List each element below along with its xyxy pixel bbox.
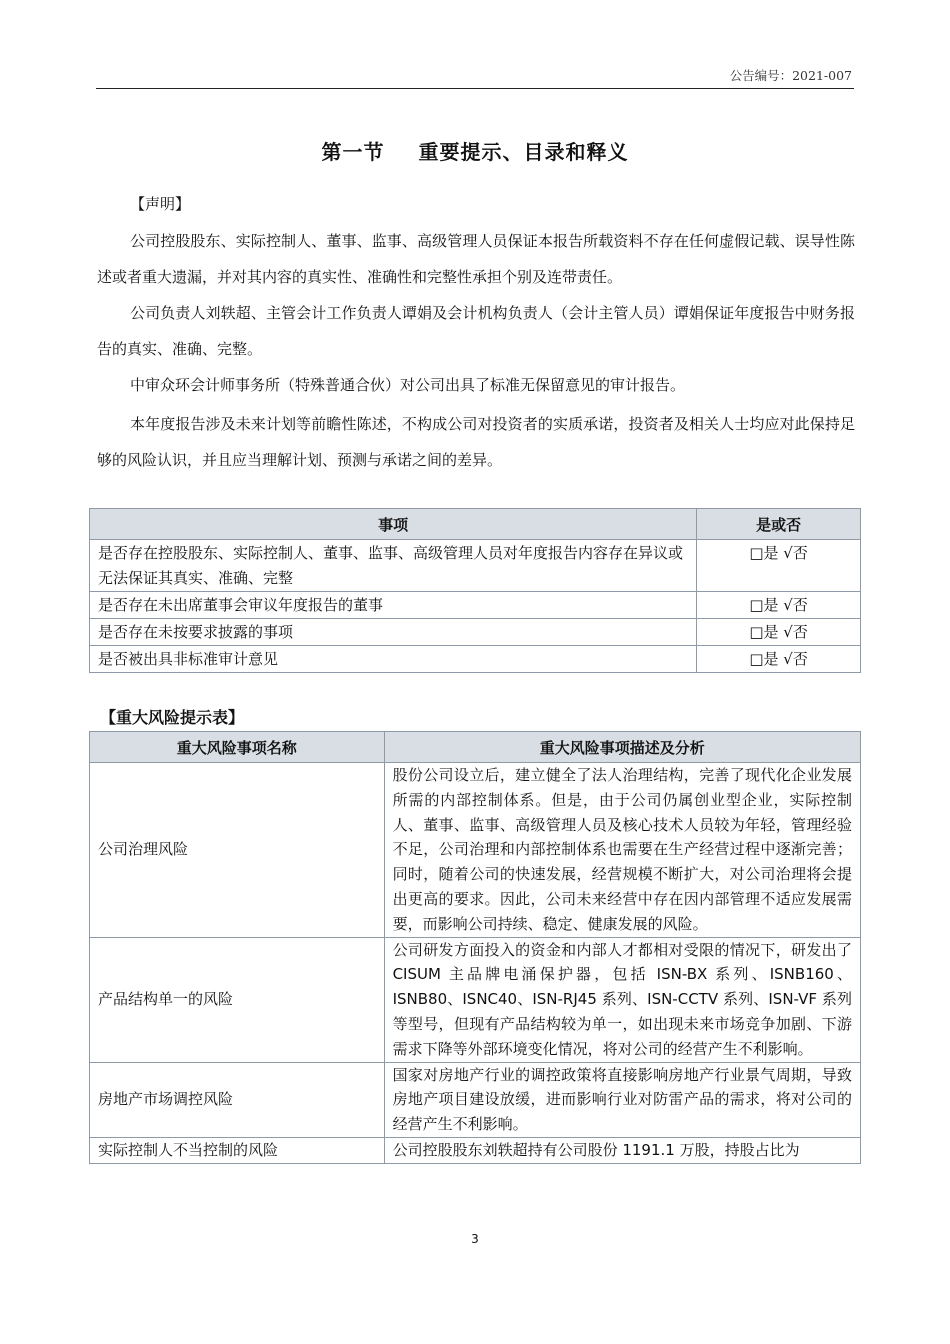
table-header-row	[90, 509, 861, 540]
matter-item: 是否存在未出席董事会审议年度报告的董事	[90, 592, 697, 619]
statement-paragraph: 公司负责人刘轶超、主管会计工作负责人谭娟及会计机构负责人（会计主管人员）谭娟保证年度报告中财务报告的真实、准确、完整。	[97, 304, 855, 358]
matter-answer: □是 √否	[697, 592, 861, 619]
statement-paragraph: 公司控股股东、实际控制人、董事、监事、高级管理人员保证本报告所载资料不存在任何虚假记载、误导性陈述或者重大遗漏，并对其内容的真实性、准确性和完整性承担个别及连带责任。	[97, 232, 855, 286]
table-row	[90, 763, 861, 938]
column-header-answer: 是或否	[697, 509, 861, 540]
announcement-code: 公告编号：2021-007	[729, 68, 852, 83]
risk-description: 国家对房地产行业的调控政策将直接影响房地产行业景气周期，导致房地产项目建设放缓，进而影响行业对防雷产品的需求，将对公司的经营产生不利影响。	[384, 1062, 860, 1137]
matter-item: 是否存在控股股东、实际控制人、董事、监事、高级管理人员对年度报告内容存在异议或无法保证其真实、准确、完整	[90, 540, 697, 592]
matter-answer: □是 √否	[697, 540, 861, 592]
table-row	[90, 1062, 861, 1137]
risk-table-heading: 【重大风险提示表】	[100, 708, 245, 727]
matters-table	[89, 508, 861, 673]
risk-name: 实际控制人不当控制的风险	[90, 1137, 385, 1163]
risk-name: 产品结构单一的风险	[90, 937, 385, 1062]
risk-table	[89, 731, 861, 1164]
table-row	[90, 937, 861, 1062]
column-header-item: 事项	[90, 509, 697, 540]
section-title	[0, 136, 950, 165]
table-row	[90, 540, 861, 592]
risk-name: 房地产市场调控风险	[90, 1062, 385, 1137]
statement-paragraph: 中审众环会计师事务所（特殊普通合伙）对公司出具了标准无保留意见的审计报告。	[130, 376, 686, 394]
matter-item: 是否存在未按要求披露的事项	[90, 619, 697, 646]
table-header-row	[90, 732, 861, 763]
risk-description: 公司控股股东刘轶超持有公司股份 1191.1 万股，持股占比为	[384, 1137, 860, 1163]
column-header-risk-name: 重大风险事项名称	[90, 732, 385, 763]
matter-answer: □是 √否	[697, 646, 861, 673]
risk-description: 股份公司设立后，建立健全了法人治理结构，完善了现代化企业发展所需的内部控制体系。但是，由于公司仍属创业型企业，实际控制人、董事、监事、高级管理人员及核心技术人员较为年轻，管理经验不足，公司治理和内部控制体系也需要在生产经营过程中逐渐完善；同时，随着公司的快速发展，经营规模不断扩大，对公司治理将会提出更高的要求。因此，公司未来经营中存在因内部管理不适应发展需要，而影响公司持续、稳定、健康发展的风险。	[384, 763, 860, 938]
matter-item: 是否被出具非标准审计意见	[90, 646, 697, 673]
statement-paragraph: 本年度报告涉及未来计划等前瞻性陈述，不构成公司对投资者的实质承诺，投资者及相关人士均应对此保持足够的风险认识，并且应当理解计划、预测与承诺之间的差异。	[97, 415, 855, 469]
matter-answer: □是 √否	[697, 619, 861, 646]
section-name: 重要提示、目录和释义	[418, 140, 629, 164]
risk-description: 公司研发方面投入的资金和内部人才都相对受限的情况下，研发出了 CISUM 主品牌电涌保护器，包括 ISN-BX 系列、ISNB160、ISNB80、ISNC40、ISN-RJ45 系列、ISN-CCTV 系列、ISN-VF 系列等型号，但现有产品结构较为单一，如出现未来市场竞争加剧、下游需求下降等外部环境变化情况，将对公司的经营产生不利影响。	[384, 937, 860, 1062]
table-row	[90, 619, 861, 646]
column-header-risk-desc: 重大风险事项描述及分析	[384, 732, 860, 763]
table-row	[90, 592, 861, 619]
header-divider	[96, 88, 854, 89]
page-number: 3	[471, 1232, 479, 1246]
table-row	[90, 1137, 861, 1163]
statement-label: 【声明】	[130, 195, 191, 213]
section-number: 第一节	[321, 140, 385, 164]
risk-name: 公司治理风险	[90, 763, 385, 938]
table-row	[90, 646, 861, 673]
